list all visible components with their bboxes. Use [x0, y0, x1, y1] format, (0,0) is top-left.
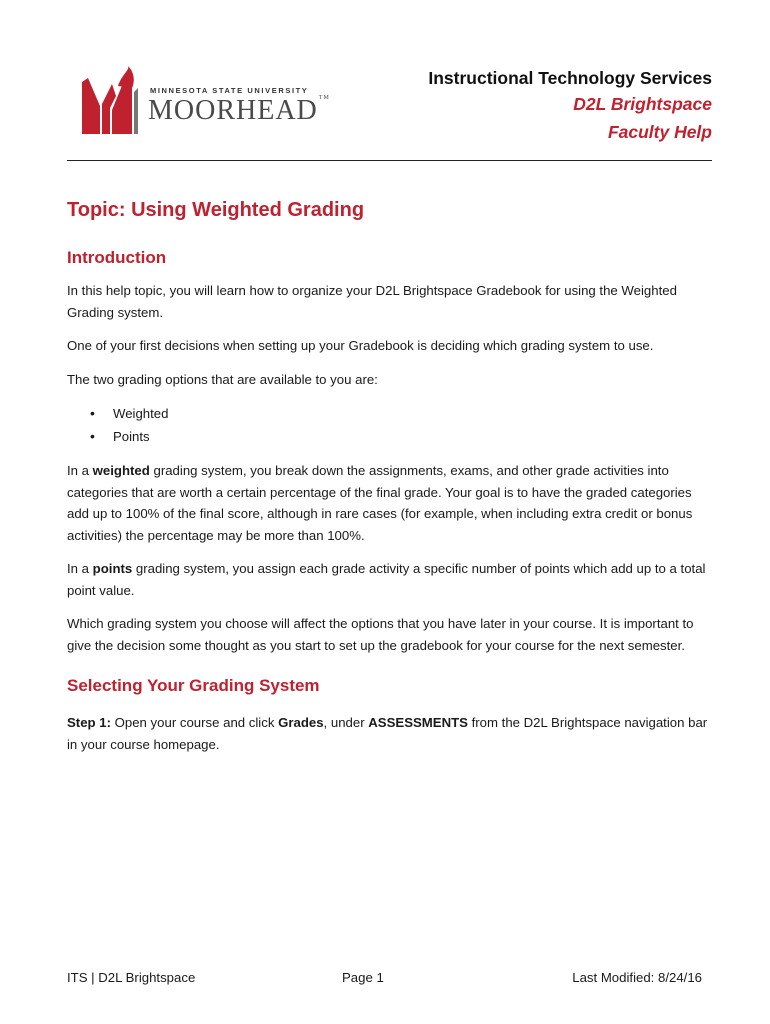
choose-paragraph: Which grading system you choose will affect the options that you have later in your course. It is important to give the decision some thought as you start to set up the gradebook for your course for the next semester. — [67, 616, 694, 653]
logo-university-line: MINNESOTA STATE UNIVERSITY — [150, 86, 309, 95]
selecting-heading: Selecting Your Grading System — [67, 676, 320, 695]
header-title: Instructional Technology Services — [428, 68, 712, 88]
header-titles — [428, 66, 712, 146]
header-subtitle-faculty-help: Faculty Help — [607, 122, 712, 142]
intro-paragraph-2: One of your first decisions when setting up your Gradebook is deciding which grading system to use. — [67, 338, 654, 353]
page-footer — [67, 970, 702, 990]
header-subtitle-d2l: D2L Brightspace — [573, 94, 712, 114]
footer-last-modified: Last Modified: 8/24/16 — [572, 970, 702, 985]
msum-logo — [78, 66, 328, 138]
list-item: • Weighted — [113, 402, 712, 425]
logo-trademark: TM — [318, 95, 330, 101]
grading-options-list — [67, 402, 712, 448]
document-body — [67, 196, 712, 767]
footer-page-number: Page 1 — [342, 970, 384, 985]
logo-wordmark: MOORHEAD™ — [148, 95, 330, 126]
introduction-heading: Introduction — [67, 248, 167, 267]
header-divider — [67, 160, 712, 161]
intro-paragraph-3: The two grading options that are available to you are: — [67, 371, 378, 387]
intro-paragraph-1: In this help topic, you will learn how to organize your D2L Brightspace Gradebook for using the Weighted Grading system. — [67, 283, 677, 320]
footer-left: ITS | D2L Brightspace — [67, 970, 196, 985]
points-paragraph: In a points grading system, you assign each grade activity a specific number of points which add up to a total point value. — [67, 561, 706, 598]
topic-title: Topic: Using Weighted Grading — [67, 199, 365, 221]
list-item: • Points — [113, 425, 712, 448]
step-1-paragraph: Step 1: Open your course and click Grades, under ASSESSMENTS from the D2L Brightspace navigation bar in your course homepage. — [67, 715, 708, 752]
msum-m-flame-icon — [78, 66, 140, 136]
weighted-paragraph: In a weighted grading system, you break down the assignments, exams, and other grade activities into categories that are worth a certain percentage of the final grade. Your goal is to have the graded categories add up to 100% of the final score, although in rare cases (for example, when including extra credit or bonus activities) the percentage may be more than 100%. — [67, 463, 693, 543]
